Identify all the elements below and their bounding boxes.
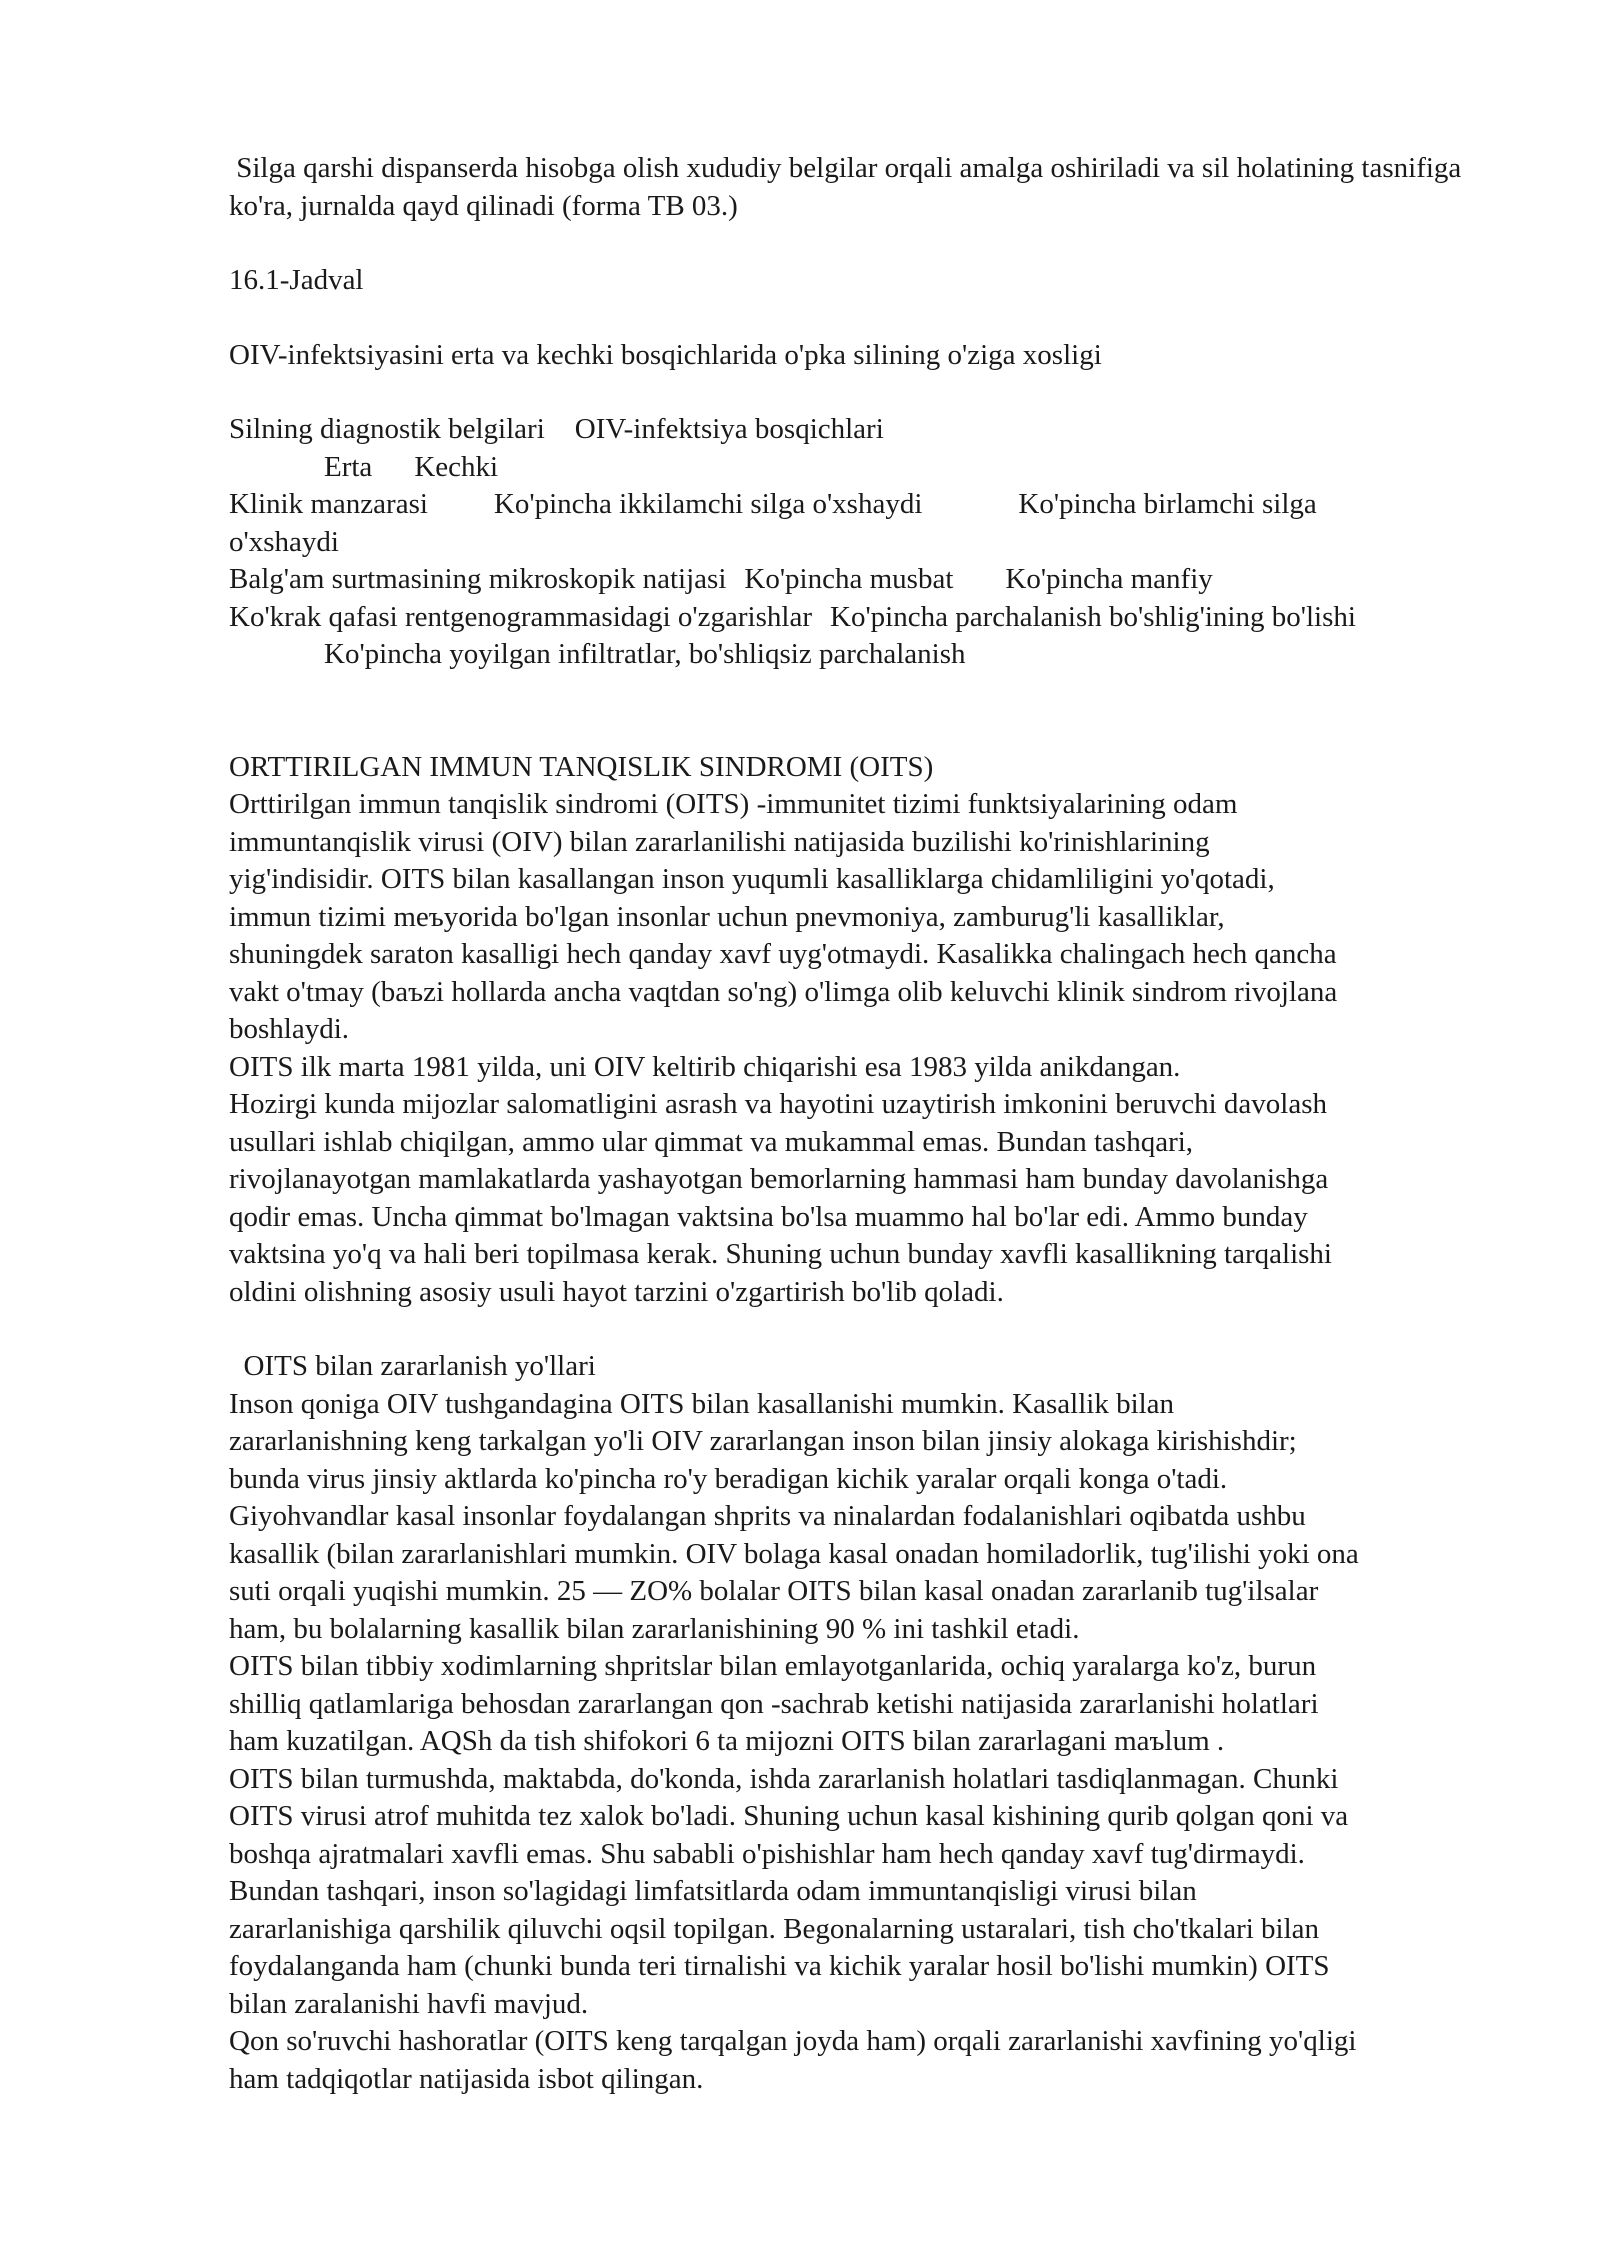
text-line: yig'indisidir. OITS bilan kasallangan inson yuqumli kasalliklarga chidamliligini yo'qotadi,: [229, 863, 1275, 895]
text-line: ham tadqiqotlar natijasida isbot qilingan.: [229, 2062, 704, 2095]
text-line: ham, bu bolalarning kasallik bilan zararlanishining 90 % ini tashkil etadi.: [229, 1612, 1080, 1645]
table-header-col1: Silning diagnostik belgilari: [229, 413, 545, 445]
text-line: boshlaydi.: [229, 1013, 350, 1045]
intro-paragraph: Silga qarshi dispanserda hisobga olish xududiy belgilar orqali amalga oshiriladi va sil holatining tasnifiga ko'ra, jurnalda qayd qilinadi (forma TB 03.): [229, 152, 1469, 222]
section-body: [229, 1386, 1519, 2099]
table-row-late: Ko'pincha manfiy: [1005, 563, 1213, 595]
text-line: immun tizimi meъyorida bo'lgan insonlar uchun pnevmoniya, zamburug'li kasalliklar,: [229, 900, 1225, 933]
text-line: foydalanganda ham (chunki bunda teri tirnalishi va kichik yaralar hosil bo'lishi mumkin) OITS: [229, 1950, 1330, 1982]
text-line: rivojlanayotgan mamlakatlarda yashayotgan bemorlarning hammasi ham bunday davolanishga: [229, 1163, 1329, 1195]
table-row-label: Klinik manzarasi: [229, 488, 428, 520]
text-line: Hozirgi kunda mijozlar salomatligini asrash va hayotini uzaytirish imkonini beruvchi davolash: [229, 1088, 1328, 1120]
text-line: shuningdek saraton kasalligi hech qanday xavf uyg'otmaydi. Kasalikka chalingach hech qancha: [229, 938, 1337, 970]
table-row-label: Balg'am surtmasining mikroskopik natijasi: [229, 563, 727, 595]
text-line: Qon so'ruvchi hashoratlar (OITS keng tarqalgan joyda ham) orqali zararlanishi xavfining yo'qligi: [229, 2025, 1357, 2057]
text-line: OITS virusi atrof muhitda tez xalok bo'ladi. Shuning uchun kasal kishining qurib qolgan qoni va: [229, 1800, 1349, 1832]
table-number: 16.1-Jadval: [229, 264, 364, 296]
text-line: usullari ishlab chiqilgan, ammo ular qimmat va mukammal emas. Bundan tashqari,: [229, 1125, 1194, 1158]
text-line: zararlanishiga qarshilik qiluvchi oqsil topilgan. Begonalarning ustaralari, tish cho'tkalari bilan: [229, 1912, 1320, 1945]
text-line: bunda virus jinsiy aktlarda ko'pincha ro'y beradigan kichik yaralar orqali konga o'tadi.: [229, 1462, 1228, 1495]
table-row-early: Ko'pincha musbat: [744, 563, 954, 595]
section-heading: OITS bilan zararlanish yo'llari: [229, 1350, 596, 1382]
table-row: [229, 561, 1519, 599]
table-row-continuation: Ko'pincha yoyilgan infiltratlar, bo'shliqsiz parchalanish: [324, 638, 966, 670]
text-line: immuntanqislik virusi (OIV) bilan zararlanilishi natijasida buzilishi ko'rinishlarining: [229, 825, 1210, 858]
table-title: OIV-infektsiyasini erta va kechki bosqichlarida o'pka silining o'ziga xosligi: [229, 338, 1102, 371]
table-subheader-early: Erta: [324, 450, 373, 483]
table-row-continuation: o'xshaydi: [229, 525, 339, 558]
document-page: [229, 150, 1519, 2098]
text-line: ham kuzatilgan. AQSh da tish shifokori 6 ta mijozni OITS bilan zararlagani maъlum .: [229, 1725, 1225, 1757]
table-block: [229, 411, 1519, 674]
text-line: vakt o'tmay (baъzi hollarda ancha vaqtdan so'ng) o'limga olib keluvchi klinik sindrom rivojlana: [229, 975, 1338, 1008]
text-line: zararlanishning keng tarkalgan yo'li OIV zararlangan inson bilan jinsiy alokaga kirishishdir;: [229, 1425, 1297, 1457]
table-header-row: [229, 411, 1519, 449]
text-line: qodir emas. Uncha qimmat bo'lmagan vaktsina bo'lsa muammo hal bo'lar edi. Ammo bunday: [229, 1200, 1308, 1233]
text-line: OITS bilan tibbiy xodimlarning shpritslar bilan emlayotganlarida, ochiq yaralarga ko'z, burun: [229, 1650, 1317, 1682]
text-line: OITS ilk marta 1981 yilda, uni OIV keltirib chiqarishi esa 1983 yilda anikdangan.: [229, 1050, 1181, 1083]
table-subheader-row: [229, 449, 1519, 487]
table-row: [229, 599, 1519, 637]
text-line: Giyohvandlar kasal insonlar foydalangan shprits va ninalardan fodalanishlari oqibatda ushbu: [229, 1500, 1306, 1532]
section-body: [229, 786, 1519, 1311]
text-line: bilan zaralanishi havfi mavjud.: [229, 1987, 589, 2020]
table-row-label: Ko'krak qafasi rentgenogrammasidagi o'zgarishlar: [229, 600, 812, 633]
text-line: boshqa ajratmalari xavfli emas. Shu sababli o'pishishlar ham hech qanday xavf tug'dirmaydi.: [229, 1837, 1305, 1870]
table-header-col2: OIV-infektsiya bosqichlari: [574, 413, 884, 445]
table-subheader-late: Kechki: [414, 450, 499, 483]
text-line: shilliq qatlamlariga behosdan zararlangan qon -sachrab ketishi natijasida zararlanishi holatlari: [229, 1687, 1319, 1720]
text-line: suti orqali yuqishi mumkin. 25 — ZO% bolalar OITS bilan kasal onadan zararlanib tug'ilsalar: [229, 1575, 1319, 1607]
section-heading: ORTTIRILGAN IMMUN TANQISLIK SINDROMI (OITS): [229, 750, 934, 783]
text-line: vaktsina yo'q va hali beri topilmasa kerak. Shuning uchun bunday xavfli kasallikning tarqalishi: [229, 1238, 1332, 1270]
text-line: Bundan tashqari, inson so'lagidagi limfatsitlarda odam immuntanqisligi virusi bilan: [229, 1875, 1197, 1907]
text-line: OITS bilan turmushda, maktabda, do'konda, ishda zararlanish holatlari tasdiqlanmagan. Chunki: [229, 1762, 1339, 1795]
text-line: Inson qoniga OIV tushgandagina OITS bilan kasallanishi mumkin. Kasallik bilan: [229, 1387, 1175, 1420]
table-row: [229, 486, 1519, 524]
table-row-late: Ko'pincha birlamchi silga: [1018, 488, 1317, 520]
text-line: oldini olishning asosiy usuli hayot tarzini o'zgartirish bo'lib qoladi.: [229, 1275, 1004, 1308]
text-line: Orttirilgan immun tanqislik sindromi (OITS) -immunitet tizimi funktsiyalarining odam: [229, 788, 1238, 820]
text-line: kasallik (bilan zararlanishlari mumkin. OIV bolaga kasal onadan homiladorlik, tug'ilishi yoki ona: [229, 1537, 1359, 1570]
table-row-early: Ko'pincha ikkilamchi silga o'xshaydi: [493, 488, 923, 520]
table-row-early: Ko'pincha parchalanish bo'shlig'ining bo'lishi: [830, 600, 1356, 633]
